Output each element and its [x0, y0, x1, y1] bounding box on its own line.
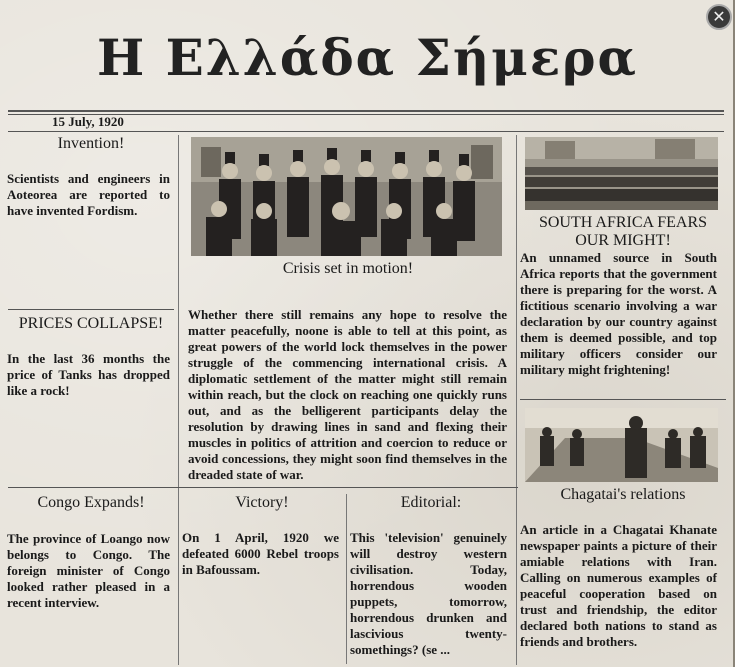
crisis-body: Whether there still remains any hope to resolve the matter peacefully, noone is able to tell at this point, as great powers of the world lock themselves in the power struggle of the commencing international crisis. A diplomatic settlement of the matter might still remain within reach, but the clock on reaching one quickly runs out, and as the belligerent participants delay the resolution by drawing lines in sand and flexing their muscles in politics of attrition and coercion to reduce or avoid concessions, they might soon find themselves in the dreaded state of war.	[188, 307, 507, 482]
prices-headline: PRICES COLLAPSE!	[18, 315, 164, 332]
section-rule	[520, 399, 726, 400]
issue-date: 15 July, 1920	[52, 114, 124, 129]
section-rule	[8, 487, 518, 488]
victory-body: On 1 April, 1920 we defeated 6000 Rebel troops in Bafoussam.	[182, 530, 339, 577]
congo-headline: Congo Expands!	[37, 494, 145, 511]
congo-body: The province of Loango now belongs to Congo. The foreign minister of Congo looked rather pleased in a recent interview.	[7, 531, 170, 610]
chagatai-headline: Chagatai's relations	[560, 486, 686, 503]
crisis-photo	[191, 137, 502, 256]
section-rule	[8, 309, 174, 310]
south-africa-headline: SOUTH AFRICA FEARS OUR MIGHT!	[538, 214, 708, 249]
chagatai-body: An article in a Chagatai Khanate newspaper paints a picture of their amiable relations with Iran. Calling on numerous examples of peaceful cooperation based on trust and friendship, the editor declared both nations to stand as friends and brothers.	[520, 522, 717, 649]
crisis-caption: Crisis set in motion!	[282, 260, 414, 277]
chagatai-photo	[525, 408, 718, 482]
victory-headline: Victory!	[235, 494, 289, 511]
masthead-title: Η Ελλάδα Σήμερα	[96, 28, 638, 87]
top-rule	[8, 110, 724, 112]
south-africa-photo	[525, 137, 718, 210]
column-divider	[516, 135, 517, 665]
crisis-photo-graphic	[191, 137, 502, 256]
chagatai-photo-graphic	[525, 408, 718, 482]
editorial-headline: Editorial:	[400, 494, 462, 511]
date-rule	[8, 131, 724, 132]
close-icon[interactable]: ✕	[706, 4, 732, 30]
invention-body: Scientists and engineers in Aoteorea are reported to have invented Fordism.	[7, 171, 170, 218]
prices-body: In the last 36 months the price of Tanks has dropped like a rock!	[7, 351, 170, 398]
south-africa-photo-graphic	[525, 137, 718, 210]
column-divider	[178, 135, 179, 665]
south-africa-body: An unnamed source in South Africa reports that the government there is preparing for the worst. A fictitious scenario involving a war declaration by our country against them is deemed possible, and top military officers consider our military might frightening!	[520, 250, 717, 377]
invention-headline: Invention!	[57, 135, 125, 152]
editorial-body: This 'television' genuinely will destroy western civilisation. Today, horrendous wooden puppets, tomorrow, horrendous drunken and lascivious twenty-somethings? (se ...	[350, 530, 507, 657]
column-divider	[346, 494, 347, 664]
